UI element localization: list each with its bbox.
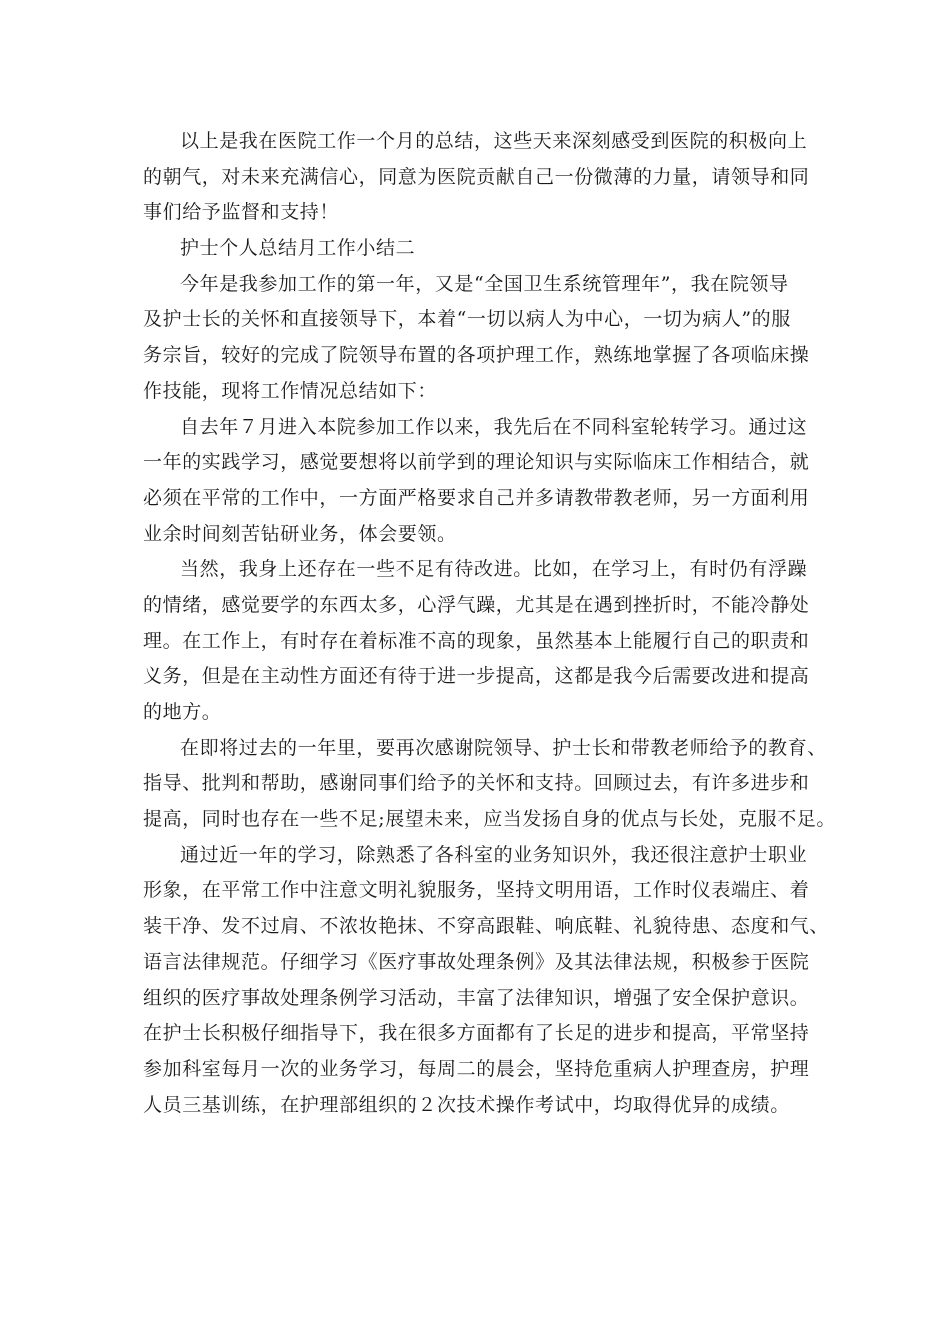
text-line: 事们给予监督和支持！ [143,201,340,224]
text-line: 业余时间刻苦钻研业务，体会要领。 [143,522,457,545]
text-line: 作技能，现将工作情况总结如下： [143,379,438,402]
text-line: 参加科室每月一次的业务学习，每周二的晨会，坚持危重病人护理查房，护理 [143,1057,810,1080]
text-line: 理。在工作上，有时存在着标准不高的现象，虽然基本上能履行自己的职责和 [143,629,810,652]
text-line: 装干净、发不过肩、不浓妆艳抹、不穿高跟鞋、响底鞋、礼貌待患、态度和气、 [143,915,830,938]
text-line: 提高，同时也存在一些不足;展望未来，应当发扬自身的优点与长处，克服不足。 [143,808,837,831]
text-line: 组织的医疗事故处理条例学习活动，丰富了法律知识，增强了安全保护意识。 [143,986,810,1009]
text-line: 及护士长的关怀和直接领导下，本着“一切以病人为中心，一切为病人”的服 [143,308,791,331]
text-line: 在护士长积极仔细指导下，我在很多方面都有了长足的进步和提高，平常坚持 [143,1022,810,1045]
text-line: 形象，在平常工作中注意文明礼貌服务，坚持文明用语，工作时仪表端庄、着 [143,879,810,902]
text-line: 语言法律规范。仔细学习《医疗事故处理条例》及其法律法规，积极参于医院 [143,950,810,973]
text-line: 一年的实践学习，感觉要想将以前学到的理论知识与实际临床工作相结合，就 [143,451,810,474]
text-line: 义务，但是在主动性方面还有待于进一步提高，这都是我今后需要改进和提高 [143,665,810,688]
text-line: 务宗旨，较好的完成了院领导布置的各项护理工作，熟练地掌握了各项临床操 [143,344,810,367]
text-line: 护士个人总结月工作小结二 [180,237,416,260]
text-line: 今年是我参加工作的第一年，又是“全国卫生系统管理年”，我在院领导 [180,272,789,295]
document-body [143,124,837,1123]
text-line: 通过近一年的学习，除熟悉了各科室的业务知识外，我还很注意护士职业 [180,843,808,866]
text-line: 人员三基训练，在护理部组织的２次技术操作考试中，均取得优异的成绩。 [143,1093,790,1116]
text-line: 的朝气，对未来充满信心，同意为医院贡献自己一份微薄的力量，请领导和同 [143,165,810,188]
text-line: 在即将过去的一年里，要再次感谢院领导、护士长和带教老师给予的教育、 [180,736,827,759]
text-line: 必须在平常的工作中，一方面严格要求自己并多请教带教老师，另一方面利用 [143,486,810,509]
text-line: 的情绪，感觉要学的东西太多，心浮气躁，尤其是在遇到挫折时，不能冷静处 [143,593,810,616]
text-line: 以上是我在医院工作一个月的总结，这些天来深刻感受到医院的积极向上 [180,130,808,152]
text-line: 自去年７月进入本院参加工作以来，我先后在不同科室轮转学习。通过这 [180,415,808,438]
text-line: 的地方。 [143,701,222,723]
text-line: 指导、批判和帮助，感谢同事们给予的关怀和支持。回顾过去，有许多进步和 [143,772,810,795]
text-line: 当然，我身上还存在一些不足有待改进。比如，在学习上，有时仍有浮躁 [180,558,808,581]
